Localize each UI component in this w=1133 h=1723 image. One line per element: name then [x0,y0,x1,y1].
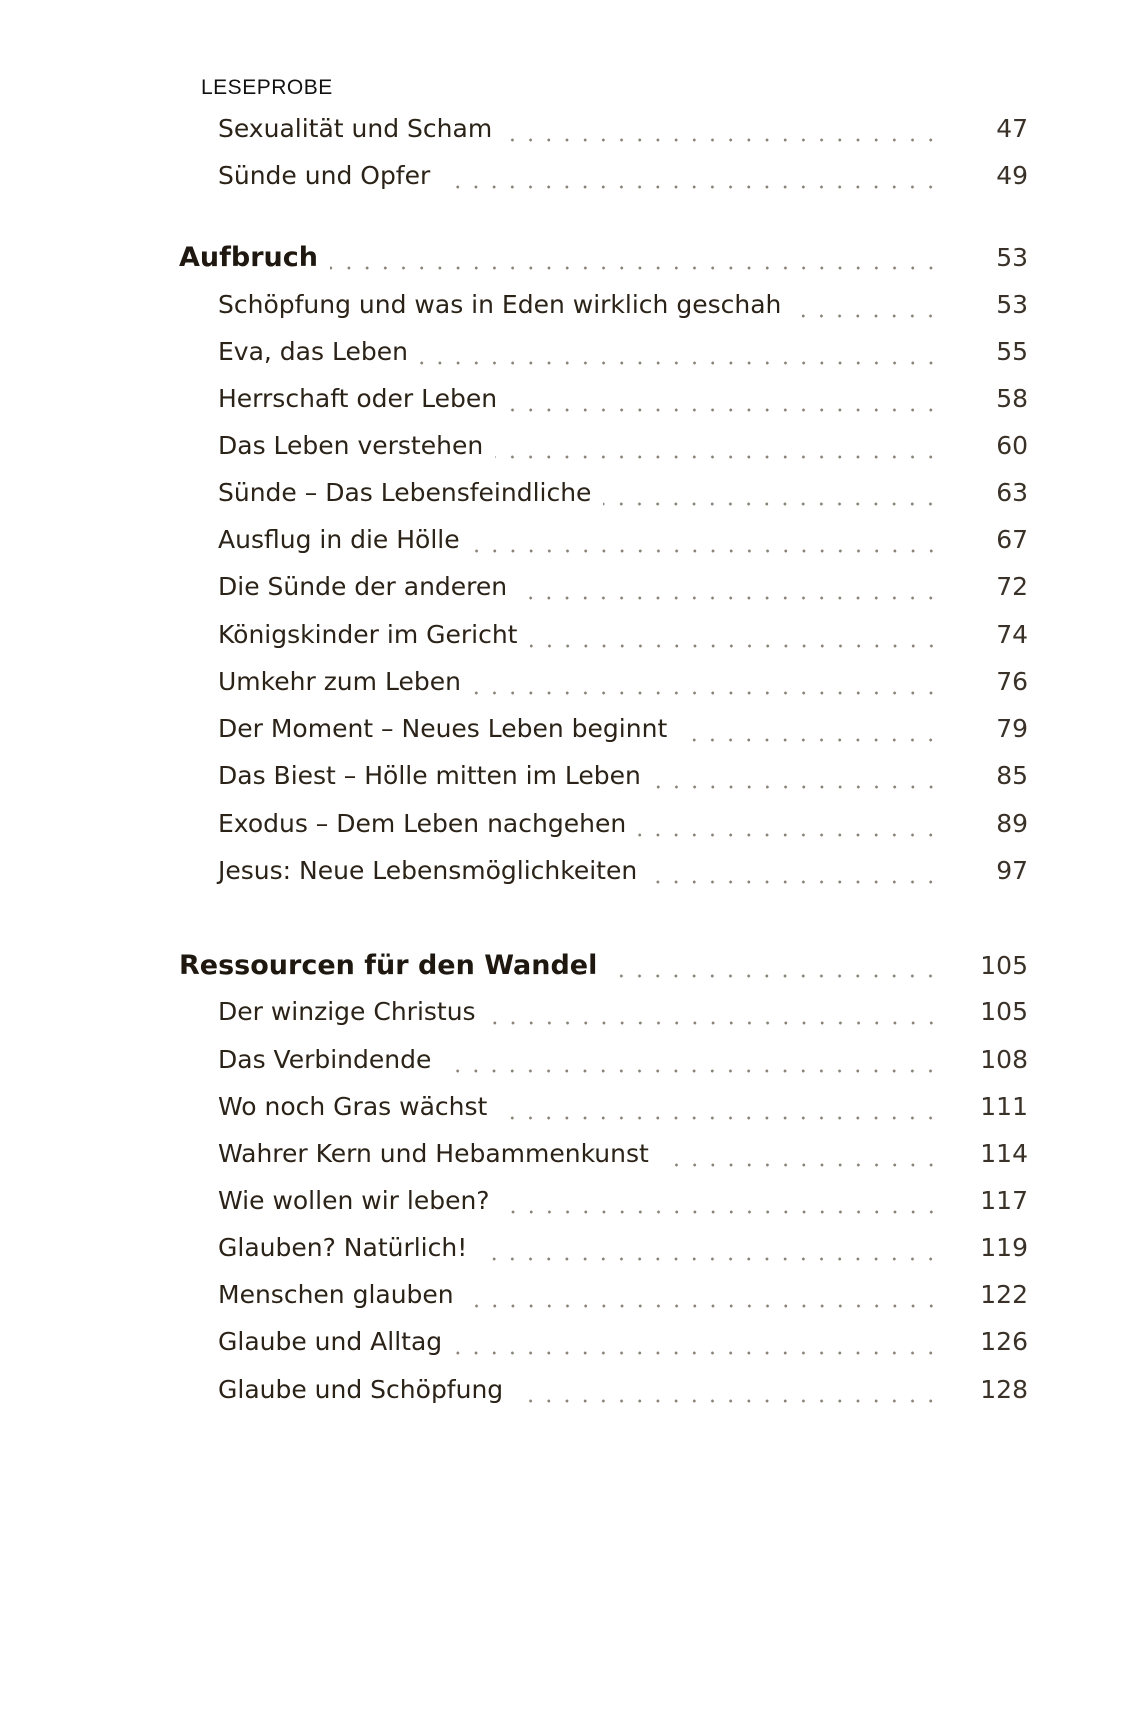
toc-entry [0,114,1133,154]
dot-leader [679,738,940,742]
toc-entry-title: Glaube und Schöpfung [218,1375,504,1404]
toc-entry-page: 55 [996,337,1028,366]
toc-entry-title: Das Verbindende [218,1045,432,1074]
dot-leader [515,1399,940,1403]
toc-entry-page: 114 [980,1139,1028,1168]
toc-entry [0,478,1133,518]
leseprobe-label: LESEPROBE [201,76,333,99]
toc-section-page: 105 [980,951,1028,980]
toc-entry-title: Sexualität und Scham [218,114,493,143]
toc-entry-title: Umkehr zum Leben [218,667,461,696]
toc-entry-title: Wo noch Gras wächst [218,1092,488,1121]
dot-leader [420,361,940,365]
toc-section-title: Ressourcen für den Wandel [179,950,598,981]
toc-entry-title: Der winzige Christus [218,997,476,1026]
dot-leader [609,974,940,978]
dot-leader [793,314,940,318]
toc-section [0,950,1133,990]
toc-section-title: Aufbruch [179,242,318,273]
toc-entry [0,1233,1133,1273]
toc-entry [0,290,1133,330]
toc-entry-page: 128 [980,1375,1028,1404]
toc-entry-page: 58 [996,384,1028,413]
toc-entry [0,620,1133,660]
dot-leader [472,549,940,553]
toc-entry [0,809,1133,849]
toc-entry [0,714,1133,754]
dot-leader [653,785,940,789]
toc-entry [0,1045,1133,1085]
toc-entry [0,337,1133,377]
toc-entry-page: 74 [996,620,1028,649]
toc-entry [0,1375,1133,1415]
dot-leader [495,455,940,459]
toc-entry-page: 119 [980,1233,1028,1262]
toc-entry-page: 49 [996,161,1028,190]
toc-entry-page: 89 [996,809,1028,838]
toc-entry [0,667,1133,707]
toc-entry-title: Herrschaft oder Leben [218,384,498,413]
toc-entry-page: 126 [980,1327,1028,1356]
toc-entry-title: Schöpfung und was in Eden wirklich geschah [218,290,782,319]
toc-entry-page: 72 [996,572,1028,601]
toc-entry-page: 79 [996,714,1028,743]
dot-leader [502,1210,940,1214]
toc-entry-page: 53 [996,290,1028,319]
dot-leader [509,408,940,412]
toc-entry-title: Königskinder im Gericht [218,620,518,649]
dot-leader [661,1163,940,1167]
dot-leader [530,644,941,648]
toc-entry-page: 105 [980,997,1028,1026]
toc-entry-title: Jesus: Neue Lebensmöglichkeiten [218,856,638,885]
dot-leader [504,138,940,142]
toc-entry-page: 76 [996,667,1028,696]
toc-entry-page: 47 [996,114,1028,143]
toc-entry-title: Menschen glauben [218,1280,454,1309]
toc-entry-title: Die Sünde der anderen [218,572,508,601]
toc-entry [0,161,1133,201]
toc-entry-page: 85 [996,761,1028,790]
toc-entry-title: Wahrer Kern und Hebammenkunst [218,1139,649,1168]
dot-leader [330,266,940,270]
toc-entry-page: 60 [996,431,1028,460]
dot-leader [649,880,940,884]
dot-leader [466,1304,940,1308]
toc-entry [0,572,1133,612]
toc-entry-title: Exodus – Dem Leben nachgehen [218,809,627,838]
dot-leader [479,1257,940,1261]
toc-section-page: 53 [996,243,1028,272]
dot-leader [443,1069,940,1073]
toc-entry [0,1186,1133,1226]
toc-entry-title: Das Biest – Hölle mitten im Leben [218,761,641,790]
toc-entry-title: Wie wollen wir leben? [218,1186,490,1215]
dot-leader [442,185,940,189]
dot-leader [454,1351,940,1355]
toc-entry [0,384,1133,424]
toc-entry [0,1092,1133,1132]
dot-leader [519,596,940,600]
toc-entry-title: Eva, das Leben [218,337,408,366]
toc-entry-title: Der Moment – Neues Leben beginnt [218,714,668,743]
dot-leader [488,1021,940,1025]
toc-entry [0,1280,1133,1320]
toc-entry [0,856,1133,896]
toc-entry-title: Glauben? Natürlich! [218,1233,468,1262]
toc-entry-page: 108 [980,1045,1028,1074]
dot-leader [473,691,940,695]
toc-entry-title: Sünde – Das Lebensfeindliche [218,478,592,507]
toc-entry-page: 63 [996,478,1028,507]
toc-entry-title: Ausflug in die Hölle [218,525,460,554]
toc-entry-page: 97 [996,856,1028,885]
toc-entry [0,431,1133,471]
toc-entry-page: 111 [980,1092,1028,1121]
toc-entry-page: 67 [996,525,1028,554]
toc-entry [0,1327,1133,1367]
dot-leader [603,502,940,506]
toc-entry [0,761,1133,801]
toc-entry [0,997,1133,1037]
dot-leader [638,833,940,837]
toc-entry-title: Sünde und Opfer [218,161,431,190]
toc-section [0,242,1133,282]
toc-entry-title: Glaube und Alltag [218,1327,443,1356]
toc-entry-page: 117 [980,1186,1028,1215]
toc-entry [0,1139,1133,1179]
toc-entry-title: Das Leben verstehen [218,431,484,460]
toc-entry-page: 122 [980,1280,1028,1309]
dot-leader [499,1116,940,1120]
toc-entry [0,525,1133,565]
